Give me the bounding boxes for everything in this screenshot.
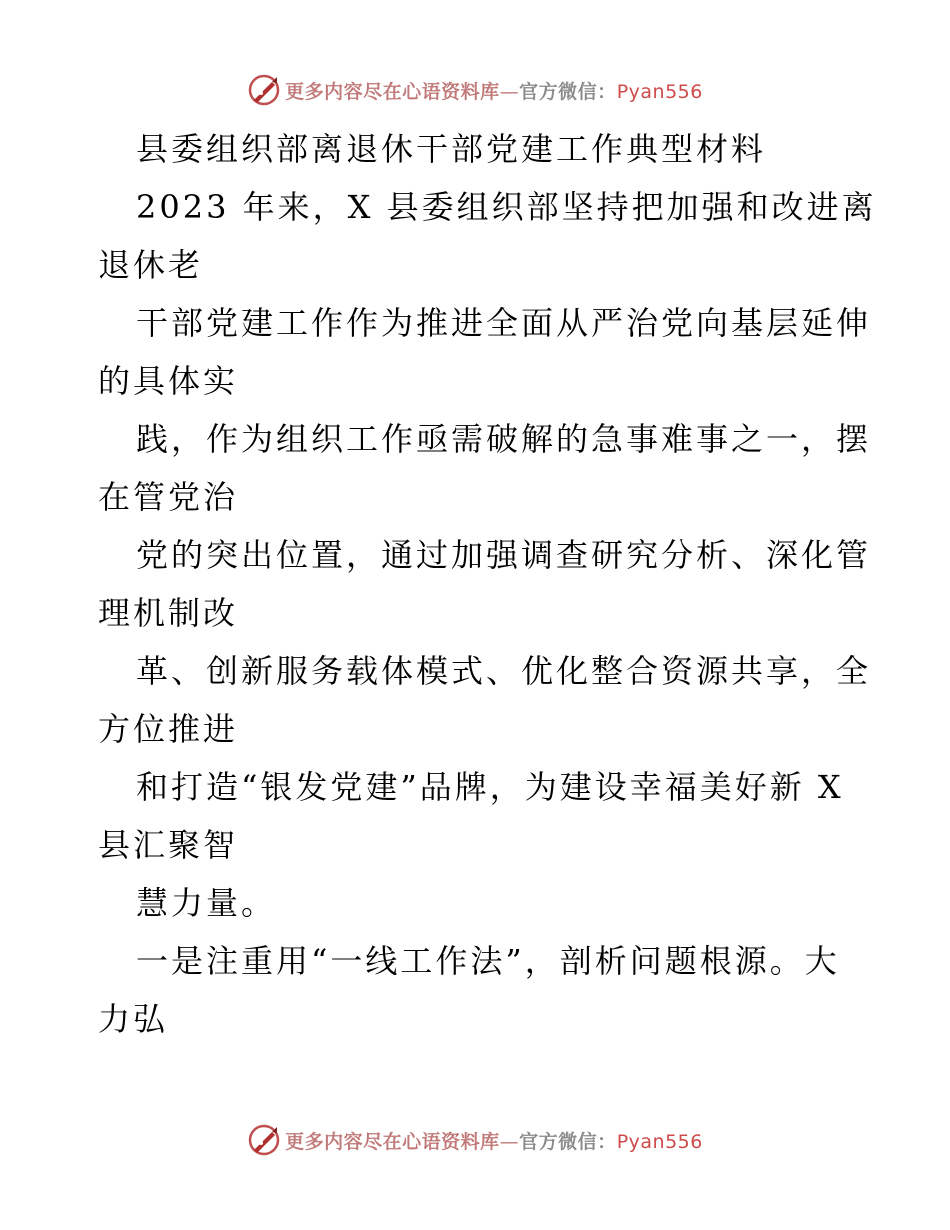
text-line: 方位推进	[98, 710, 239, 748]
banner-main-text: 更多内容尽在心语资料库	[285, 1130, 500, 1153]
banner-wechat-label: 官方微信：	[519, 1130, 617, 1153]
text-line: 2023 年来，X 县委组织部坚持把加强和改进离	[136, 188, 877, 226]
footer-banner	[0, 1120, 950, 1160]
text-line: 力弘	[98, 1000, 169, 1038]
header-banner	[0, 70, 950, 110]
text-line: 在管党治	[98, 478, 239, 516]
banner-content	[247, 73, 703, 107]
text-line: 的具体实	[98, 362, 239, 400]
banner-dash: —	[499, 80, 520, 103]
text-line: 干部党建工作作为推进全面从严治党向基层延伸	[136, 304, 872, 342]
text-line: 践，作为组织工作亟需破解的急事难事之一，摆	[136, 420, 872, 458]
banner-dash: —	[499, 1130, 520, 1153]
banner-wechat-id: Pyan556	[616, 80, 703, 103]
quill-pen-logo-icon	[247, 1123, 281, 1157]
text-line: 理机制改	[98, 594, 239, 632]
banner-content	[247, 1123, 703, 1157]
banner-main-text: 更多内容尽在心语资料库	[285, 80, 500, 103]
text-line: 退休老	[98, 246, 204, 284]
text-line: 和打造“银发党建”品牌，为建设幸福美好新 X	[136, 768, 844, 806]
text-line: 慧力量。	[136, 884, 277, 922]
text-line: 县汇聚智	[98, 826, 239, 864]
quill-pen-logo-icon	[247, 73, 281, 107]
document-body	[98, 120, 877, 1048]
banner-wechat-id: Pyan556	[616, 1130, 703, 1153]
banner-wechat-label: 官方微信：	[519, 80, 617, 103]
text-line: 革、创新服务载体模式、优化整合资源共享，全	[136, 652, 872, 690]
document-title: 县委组织部离退休干部党建工作典型材料	[136, 130, 767, 168]
text-line: 一是注重用“一线工作法”，剖析问题根源。大	[136, 942, 840, 980]
text-line: 党的突出位置，通过加强调查研究分析、深化管	[136, 536, 872, 574]
